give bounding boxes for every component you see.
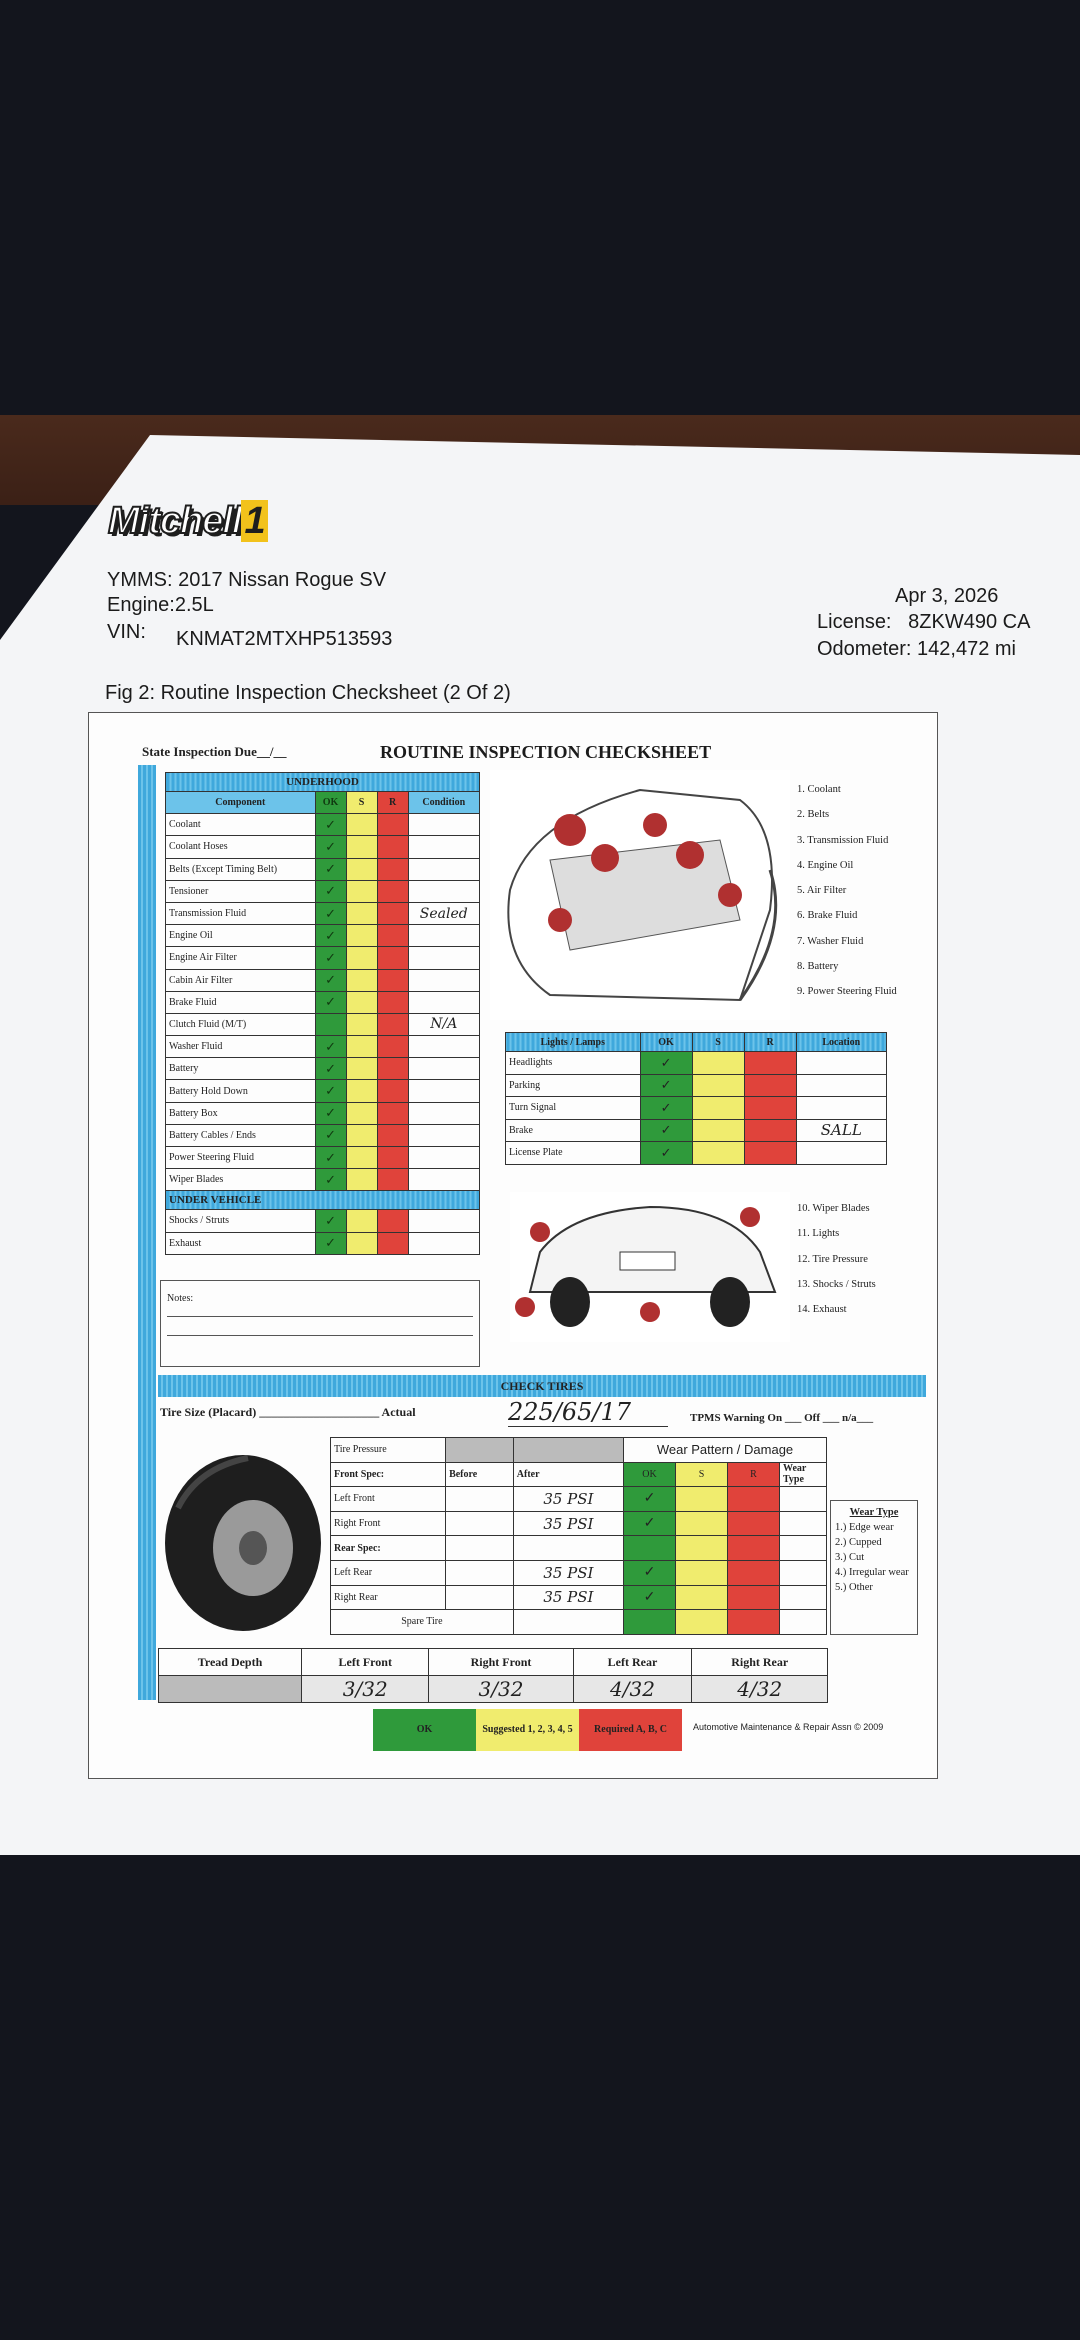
required-cell <box>377 1080 408 1102</box>
condition-cell: N/A <box>408 1013 479 1035</box>
component-name: Battery Hold Down <box>166 1080 316 1102</box>
table-row <box>166 1124 480 1146</box>
col-ok: OK <box>315 792 346 814</box>
component-name: Coolant Hoses <box>166 836 316 858</box>
left-blue-band <box>138 765 156 1700</box>
suggested-cell <box>346 814 377 836</box>
front-spec: Front Spec: <box>331 1462 446 1487</box>
component-name: Brake Fluid <box>166 991 316 1013</box>
car-legend <box>797 1196 876 1322</box>
component-name: Battery Cables / Ends <box>166 1124 316 1146</box>
underhood-heading: UNDERHOOD <box>166 773 480 792</box>
tpms-warning: TPMS Warning On ___ Off ___ n/a___ <box>690 1412 874 1424</box>
component-name: Tensioner <box>166 880 316 902</box>
underhood-table <box>165 772 480 1255</box>
engine-line: Engine:2.5L <box>107 594 214 616</box>
table-row <box>166 1058 480 1080</box>
lamp-name: Parking <box>506 1074 641 1097</box>
suggested-cell <box>692 1142 744 1165</box>
legend-suggested: Suggested 1, 2, 3, 4, 5 <box>476 1709 579 1751</box>
suggested-cell <box>346 969 377 991</box>
condition-cell <box>408 1080 479 1102</box>
legend-ok: OK <box>373 1709 476 1751</box>
wear-type-item: 4.) Irregular wear <box>835 1567 909 1578</box>
table-row <box>166 836 480 858</box>
ok-check: ✓ <box>640 1074 692 1097</box>
condition-cell <box>408 1210 479 1232</box>
required-cell <box>377 858 408 880</box>
required-cell <box>744 1119 796 1142</box>
ok-check: ✓ <box>315 1058 346 1080</box>
odometer-value: 142,472 mi <box>917 638 1017 660</box>
lamp-name: Brake <box>506 1119 641 1142</box>
table-row <box>166 858 480 880</box>
ok-check: ✓ <box>315 947 346 969</box>
table-row <box>166 814 480 836</box>
condition-cell <box>408 1124 479 1146</box>
col-condition: Condition <box>408 792 479 814</box>
wear-type-item: 5.) Other <box>835 1582 873 1593</box>
required-cell <box>377 1102 408 1124</box>
tread-depth-label: Tread Depth <box>159 1649 302 1676</box>
required-cell <box>377 1013 408 1035</box>
condition-cell <box>408 1036 479 1058</box>
col-wear-type: Wear Type <box>780 1462 827 1487</box>
required-cell <box>377 814 408 836</box>
col-ok: OK <box>640 1033 692 1052</box>
vin-label: VIN: <box>107 621 146 643</box>
suggested-cell <box>346 858 377 880</box>
suggested-cell <box>346 1169 377 1191</box>
condition-cell <box>408 925 479 947</box>
ok-check: ✓ <box>315 1102 346 1124</box>
col-before: Before <box>446 1462 514 1487</box>
wear-type-item: 3.) Cut <box>835 1552 865 1563</box>
tire-name: Left Front <box>331 1487 446 1512</box>
required-cell <box>377 1058 408 1080</box>
tread-lf-value: 3/32 <box>302 1676 429 1703</box>
ok-check: ✓ <box>315 880 346 902</box>
ok-check: ✓ <box>315 1147 346 1169</box>
odometer-line: Odometer: 142,472 mi <box>817 638 1017 660</box>
tire-after: 35 PSI <box>513 1560 623 1585</box>
tread-lr-header: Left Rear <box>573 1649 692 1676</box>
component-name: Coolant <box>166 814 316 836</box>
legend-item: 3. Transmission Fluid <box>797 834 889 846</box>
condition-cell <box>408 1169 479 1191</box>
ok-check: ✓ <box>315 1232 346 1254</box>
condition-cell <box>408 969 479 991</box>
required-cell <box>377 969 408 991</box>
tire-illustration <box>158 1448 328 1638</box>
table-row <box>166 1102 480 1124</box>
col-s: S <box>676 1462 728 1487</box>
legend-item: 14. Exhaust <box>797 1304 847 1316</box>
legend-required: Required A, B, C <box>579 1709 682 1751</box>
suggested-cell <box>346 1058 377 1080</box>
spare-tire: Spare Tire <box>331 1610 514 1635</box>
legend-item: 2. Belts <box>797 809 830 821</box>
ok-check: ✓ <box>640 1119 692 1142</box>
table-row <box>166 1147 480 1169</box>
table-row <box>166 947 480 969</box>
ok-check: ✓ <box>640 1142 692 1165</box>
location-cell <box>796 1142 886 1165</box>
vin-value: KNMAT2MTXHP513593 <box>176 628 393 650</box>
required-cell <box>377 902 408 924</box>
component-name: Transmission Fluid <box>166 902 316 924</box>
suggested-cell <box>692 1052 744 1075</box>
ok-check: ✓ <box>315 1036 346 1058</box>
condition-cell <box>408 814 479 836</box>
ok-check: ✓ <box>315 1210 346 1232</box>
required-cell <box>744 1142 796 1165</box>
tread-rr-header: Right Rear <box>692 1649 828 1676</box>
mitchell-logo: Mitchell1 <box>108 500 268 543</box>
engine-bay-illustration <box>490 770 790 1020</box>
wear-type-item: 2.) Cupped <box>835 1537 882 1548</box>
suggested-cell <box>692 1097 744 1120</box>
ok-check: ✓ <box>315 902 346 924</box>
col-s: S <box>692 1033 744 1052</box>
component-name: Power Steering Fluid <box>166 1147 316 1169</box>
condition-cell <box>408 947 479 969</box>
table-row <box>506 1119 887 1142</box>
col-component: Component <box>166 792 316 814</box>
lamp-name: License Plate <box>506 1142 641 1165</box>
component-name: Battery <box>166 1058 316 1080</box>
required-cell <box>377 925 408 947</box>
checksheet-title: ROUTINE INSPECTION CHECKSHEET <box>380 742 712 762</box>
ok-check <box>315 1013 346 1035</box>
suggested-cell <box>346 1124 377 1146</box>
tread-lr-value: 4/32 <box>573 1676 692 1703</box>
ok-check: ✓ <box>640 1052 692 1075</box>
required-cell <box>377 1147 408 1169</box>
figure-caption: Fig 2: Routine Inspection Checksheet (2 Of 2) <box>105 682 511 704</box>
license-value: 8ZKW490 CA <box>908 611 1031 633</box>
legend-item: 11. Lights <box>797 1228 840 1240</box>
car-lift-illustration <box>510 1192 790 1342</box>
condition-cell <box>408 1232 479 1254</box>
wear-type-item: 1.) Edge wear <box>835 1522 894 1533</box>
tread-depth-table <box>158 1648 828 1703</box>
credit-line: Automotive Maintenance & Repair Assn © 2009 <box>693 1722 884 1732</box>
location-cell <box>796 1097 886 1120</box>
legend-item: 12. Tire Pressure <box>797 1253 868 1265</box>
table-row: Right Front 35 PSI ✓ <box>331 1511 827 1536</box>
ok-check: ✓ <box>315 836 346 858</box>
tread-rf-value: 3/32 <box>429 1676 573 1703</box>
component-name: Engine Air Filter <box>166 947 316 969</box>
suggested-cell <box>346 880 377 902</box>
engine-legend <box>797 777 897 1005</box>
suggested-cell <box>346 836 377 858</box>
lights-table <box>505 1032 887 1165</box>
required-cell <box>377 947 408 969</box>
tire-pressure-label: Tire Pressure <box>331 1438 446 1463</box>
suggested-cell <box>346 902 377 924</box>
table-row <box>166 1013 480 1035</box>
required-cell <box>377 1210 408 1232</box>
wear-type-legend <box>830 1500 918 1635</box>
component-name: Washer Fluid <box>166 1036 316 1058</box>
table-row <box>166 1169 480 1191</box>
suggested-cell <box>346 947 377 969</box>
condition-cell <box>408 858 479 880</box>
required-cell <box>744 1074 796 1097</box>
component-name: Engine Oil <box>166 925 316 947</box>
table-row <box>166 902 480 924</box>
table-row <box>506 1074 887 1097</box>
suggested-cell <box>346 1036 377 1058</box>
suggested-cell <box>346 925 377 947</box>
engine-value: 2.5L <box>174 594 214 616</box>
required-cell <box>377 1124 408 1146</box>
table-row <box>506 1097 887 1120</box>
required-cell <box>377 1036 408 1058</box>
component-name: Shocks / Struts <box>166 1210 316 1232</box>
location-cell <box>796 1052 886 1075</box>
license-line: License: 8ZKW490 CA <box>817 611 1031 633</box>
tire-after: 35 PSI <box>513 1511 623 1536</box>
component-name: Cabin Air Filter <box>166 969 316 991</box>
condition-cell <box>408 880 479 902</box>
table-row <box>506 1052 887 1075</box>
table-row <box>166 925 480 947</box>
table-row: Left Front 35 PSI ✓ <box>331 1487 827 1512</box>
ymms-line: YMMS: 2017 Nissan Rogue SV <box>107 569 387 591</box>
condition-cell <box>408 1102 479 1124</box>
inspection-date: Apr 3, 2026 <box>895 585 999 607</box>
required-cell <box>377 1169 408 1191</box>
ok-check: ✓ <box>315 991 346 1013</box>
tread-rf-header: Right Front <box>429 1649 573 1676</box>
legend-item: 10. Wiper Blades <box>797 1203 870 1214</box>
tire-pressure-table <box>330 1437 827 1635</box>
tire-after: 35 PSI <box>513 1585 623 1610</box>
table-row: Left Rear 35 PSI ✓ <box>331 1560 827 1585</box>
col-after: After <box>513 1462 623 1487</box>
condition-cell: Sealed <box>408 902 479 924</box>
wear-type-title: Wear Type <box>849 1507 899 1518</box>
required-cell <box>377 1232 408 1254</box>
suggested-cell <box>346 1147 377 1169</box>
col-lights: Lights / Lamps <box>506 1033 641 1052</box>
required-cell <box>377 880 408 902</box>
legend-item: 8. Battery <box>797 961 839 973</box>
tread-rr-value: 4/32 <box>692 1676 828 1703</box>
legend-item: 9. Power Steering Fluid <box>797 986 897 998</box>
col-r: R <box>728 1462 780 1487</box>
component-name: Wiper Blades <box>166 1169 316 1191</box>
location-cell: SALL <box>796 1119 886 1142</box>
col-r: R <box>744 1033 796 1052</box>
ok-check: ✓ <box>315 1124 346 1146</box>
component-name: Battery Box <box>166 1102 316 1124</box>
tread-lf-header: Left Front <box>302 1649 429 1676</box>
table-row <box>166 880 480 902</box>
ok-check: ✓ <box>315 1080 346 1102</box>
tire-size-line: Tire Size (Placard) ____________________ Actual <box>160 1405 416 1419</box>
col-location: Location <box>796 1033 886 1052</box>
notes-box[interactable] <box>160 1280 480 1367</box>
component-name: Clutch Fluid (M/T) <box>166 1013 316 1035</box>
wear-pattern-label: Wear Pattern / Damage <box>624 1438 827 1463</box>
table-row <box>506 1142 887 1165</box>
required-cell <box>744 1052 796 1075</box>
suggested-cell <box>346 991 377 1013</box>
table-row <box>166 1210 480 1232</box>
table-row: Right Rear 35 PSI ✓ <box>331 1585 827 1610</box>
suggested-cell <box>346 1013 377 1035</box>
condition-cell <box>408 991 479 1013</box>
suggested-cell <box>346 1080 377 1102</box>
table-row <box>166 991 480 1013</box>
table-row <box>166 1080 480 1102</box>
col-s: S <box>346 792 377 814</box>
condition-cell <box>408 1147 479 1169</box>
condition-cell <box>408 836 479 858</box>
tire-size-actual: 225/65/17 <box>508 1398 668 1427</box>
required-cell <box>377 836 408 858</box>
legend-item: 1. Coolant <box>797 784 841 795</box>
notes-label: Notes: <box>167 1293 194 1304</box>
tire-after: 35 PSI <box>513 1487 623 1512</box>
table-row <box>166 1036 480 1058</box>
table-row <box>166 969 480 991</box>
required-cell <box>377 991 408 1013</box>
rear-spec: Rear Spec: <box>331 1536 446 1561</box>
lamp-name: Headlights <box>506 1052 641 1075</box>
legend-item: 5. Air Filter <box>797 885 847 897</box>
lamp-name: Turn Signal <box>506 1097 641 1120</box>
legend-item: 4. Engine Oil <box>797 859 854 871</box>
component-name: Belts (Except Timing Belt) <box>166 858 316 880</box>
legend-item: 7. Washer Fluid <box>797 935 864 947</box>
ok-check: ✓ <box>315 925 346 947</box>
tire-name: Right Rear <box>331 1585 446 1610</box>
state-inspection-due: State Inspection Due__/__ <box>142 744 287 759</box>
suggested-cell <box>346 1232 377 1254</box>
tire-name: Left Rear <box>331 1560 446 1585</box>
legend-item: 13. Shocks / Struts <box>797 1278 876 1290</box>
ok-check: ✓ <box>315 814 346 836</box>
under-vehicle-heading: UNDER VEHICLE <box>166 1191 480 1210</box>
required-cell <box>744 1097 796 1120</box>
ok-check: ✓ <box>640 1097 692 1120</box>
col-ok: OK <box>624 1462 676 1487</box>
table-row <box>166 1232 480 1254</box>
condition-cell <box>408 1058 479 1080</box>
col-r: R <box>377 792 408 814</box>
legend-item: 6. Brake Fluid <box>797 910 858 922</box>
ok-check: ✓ <box>315 1169 346 1191</box>
suggested-cell <box>346 1102 377 1124</box>
suggested-cell <box>692 1119 744 1142</box>
location-cell <box>796 1074 886 1097</box>
tire-name: Right Front <box>331 1511 446 1536</box>
ymms-value: 2017 Nissan Rogue SV <box>178 569 387 591</box>
ok-check: ✓ <box>315 969 346 991</box>
check-tires-heading: CHECK TIRES <box>158 1375 926 1397</box>
suggested-cell <box>692 1074 744 1097</box>
component-name: Exhaust <box>166 1232 316 1254</box>
ok-check: ✓ <box>315 858 346 880</box>
suggested-cell <box>346 1210 377 1232</box>
